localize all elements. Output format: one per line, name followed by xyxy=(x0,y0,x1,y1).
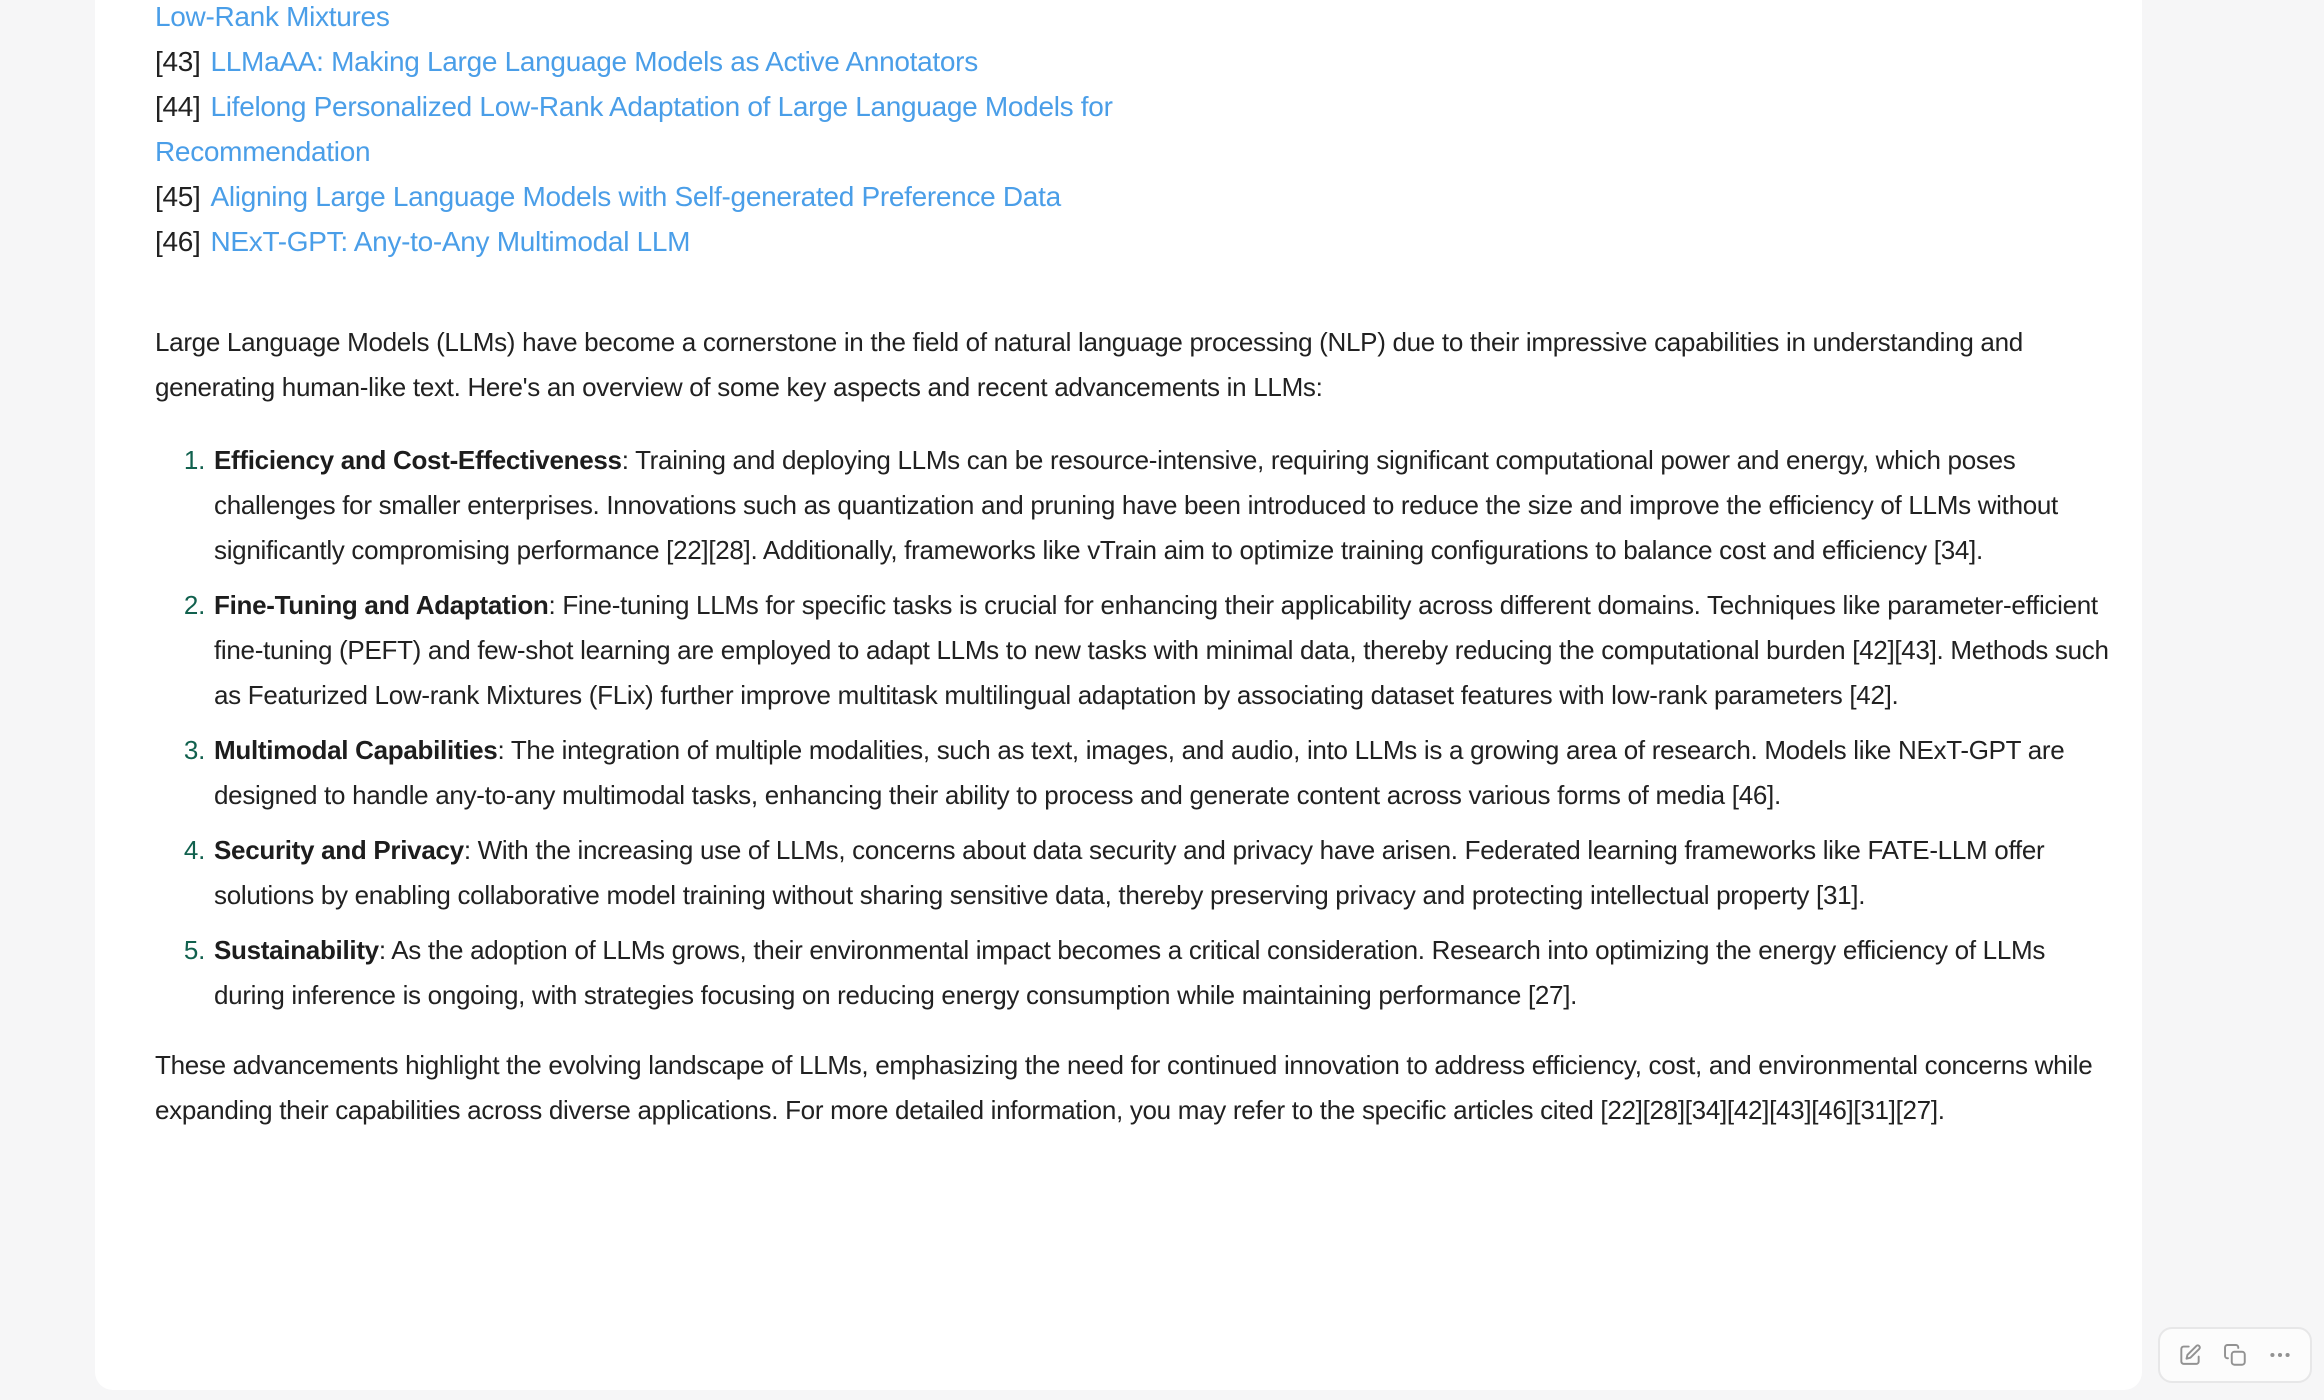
closing-paragraph: These advancements highlight the evolving landscape of LLMs, emphasizing the need for continued innovation to address efficiency, cost, and environmental concerns while expanding their capabilities across diverse applications. For more detailed information, you may refer to the specific articles cited [22][28][34][42][43][46][31][27]. xyxy=(155,1050,2093,1125)
list-item-title: Fine-Tuning and Adaptation xyxy=(214,590,549,620)
list-item-title: Multimodal Capabilities xyxy=(214,735,498,765)
reference-link[interactable]: Low-Rank Mixtures xyxy=(155,1,390,32)
list-item-body: : Fine-tuning LLMs for specific tasks is crucial for enhancing their applicability across different domains. Techniques like parameter-efficient fine-tuning (PEFT) and few-shot learning are employed to adapt LLMs to new tasks with minimal data, thereby reducing the computational burden [42][43]. Methods such as Featurized Low-rank Mixtures (FLix) further improve multitask multilingual adaptation by associating dataset features with low-rank parameters [42]. xyxy=(214,590,2109,710)
reference-link[interactable]: NExT-GPT: Any-to-Any Multimodal LLM xyxy=(210,226,691,257)
list-item-body: : As the adoption of LLMs grows, their environmental impact becomes a critical consideration. Research into optimizing the energy efficiency of LLMs during inference is ongoing, with strategies focusing on reducing energy consumption while maintaining performance [27]. xyxy=(214,935,2046,1010)
reference-id: [46] xyxy=(155,226,201,257)
reference-id: [43] xyxy=(155,46,201,77)
list-item-title: Efficiency and Cost-Effectiveness xyxy=(214,445,622,475)
list-item xyxy=(155,583,2120,718)
reference-item xyxy=(155,219,1325,264)
numbered-list xyxy=(155,438,2120,1018)
assistant-message-card xyxy=(95,0,2142,1390)
list-item xyxy=(155,438,2120,573)
reference-id: [44] xyxy=(155,91,201,122)
list-item xyxy=(155,828,2120,918)
list-item-number: 1. xyxy=(183,445,205,475)
list-item-number: 4. xyxy=(183,835,205,865)
more-button[interactable] xyxy=(2265,1340,2295,1370)
more-icon xyxy=(2267,1342,2293,1368)
list-item-text xyxy=(214,728,2120,818)
reference-item xyxy=(155,39,1325,84)
list-item-body: : With the increasing use of LLMs, concerns about data security and privacy have arisen. Federated learning frameworks like FATE-LLM offer solutions by enabling collaborative model training without sharing sensitive data, thereby preserving privacy and protecting intellectual property [31]. xyxy=(214,835,2045,910)
list-item-body: : Training and deploying LLMs can be resource-intensive, requiring significant computational power and energy, which poses challenges for smaller enterprises. Innovations such as quantization and pruning have been introduced to reduce the size and improve the efficiency of LLMs without significantly compromising performance [22][28]. Additionally, frameworks like vTrain aim to optimize training configurations to balance cost and efficiency [34]. xyxy=(214,445,2058,565)
intro-paragraph: Large Language Models (LLMs) have become a cornerstone in the field of natural language processing (NLP) due to their impressive capabilities in understanding and generating human-like text. Here's an overview of some key aspects and recent advancements in LLMs: xyxy=(155,327,2023,402)
list-item-body: : The integration of multiple modalities, such as text, images, and audio, into LLMs is a growing area of research. Models like NExT-GPT are designed to handle any-to-any multimodal tasks, enhancing their ability to process and generate content across various forms of media [46]. xyxy=(214,735,2065,810)
list-item xyxy=(155,728,2120,818)
reference-item xyxy=(155,0,1325,39)
edit-icon xyxy=(2177,1342,2203,1368)
reference-item xyxy=(155,174,1325,219)
reference-link[interactable]: Lifelong Personalized Low-Rank Adaptation of Large Language Models for Recommendation xyxy=(155,91,1113,167)
list-item-title: Security and Privacy xyxy=(214,835,464,865)
message-toolbar xyxy=(2158,1327,2312,1383)
list-item-text xyxy=(214,928,2120,1018)
list-item-number: 3. xyxy=(183,735,205,765)
reference-item xyxy=(155,84,1325,174)
copy-button[interactable] xyxy=(2220,1340,2250,1370)
list-item-number: 2. xyxy=(183,590,205,620)
reference-list xyxy=(155,0,1325,264)
list-item xyxy=(155,928,2120,1018)
edit-button[interactable] xyxy=(2175,1340,2205,1370)
reference-link[interactable]: LLMaAA: Making Large Language Models as Active Annotators xyxy=(210,46,978,77)
reference-id: [45] xyxy=(155,181,201,212)
list-item-text xyxy=(214,438,2120,573)
list-item-number: 5. xyxy=(183,935,205,965)
list-item-text xyxy=(214,828,2120,918)
list-item-text xyxy=(214,583,2120,718)
list-item-title: Sustainability xyxy=(214,935,379,965)
reference-link[interactable]: Aligning Large Language Models with Self-generated Preference Data xyxy=(210,181,1061,212)
copy-icon xyxy=(2222,1342,2248,1368)
